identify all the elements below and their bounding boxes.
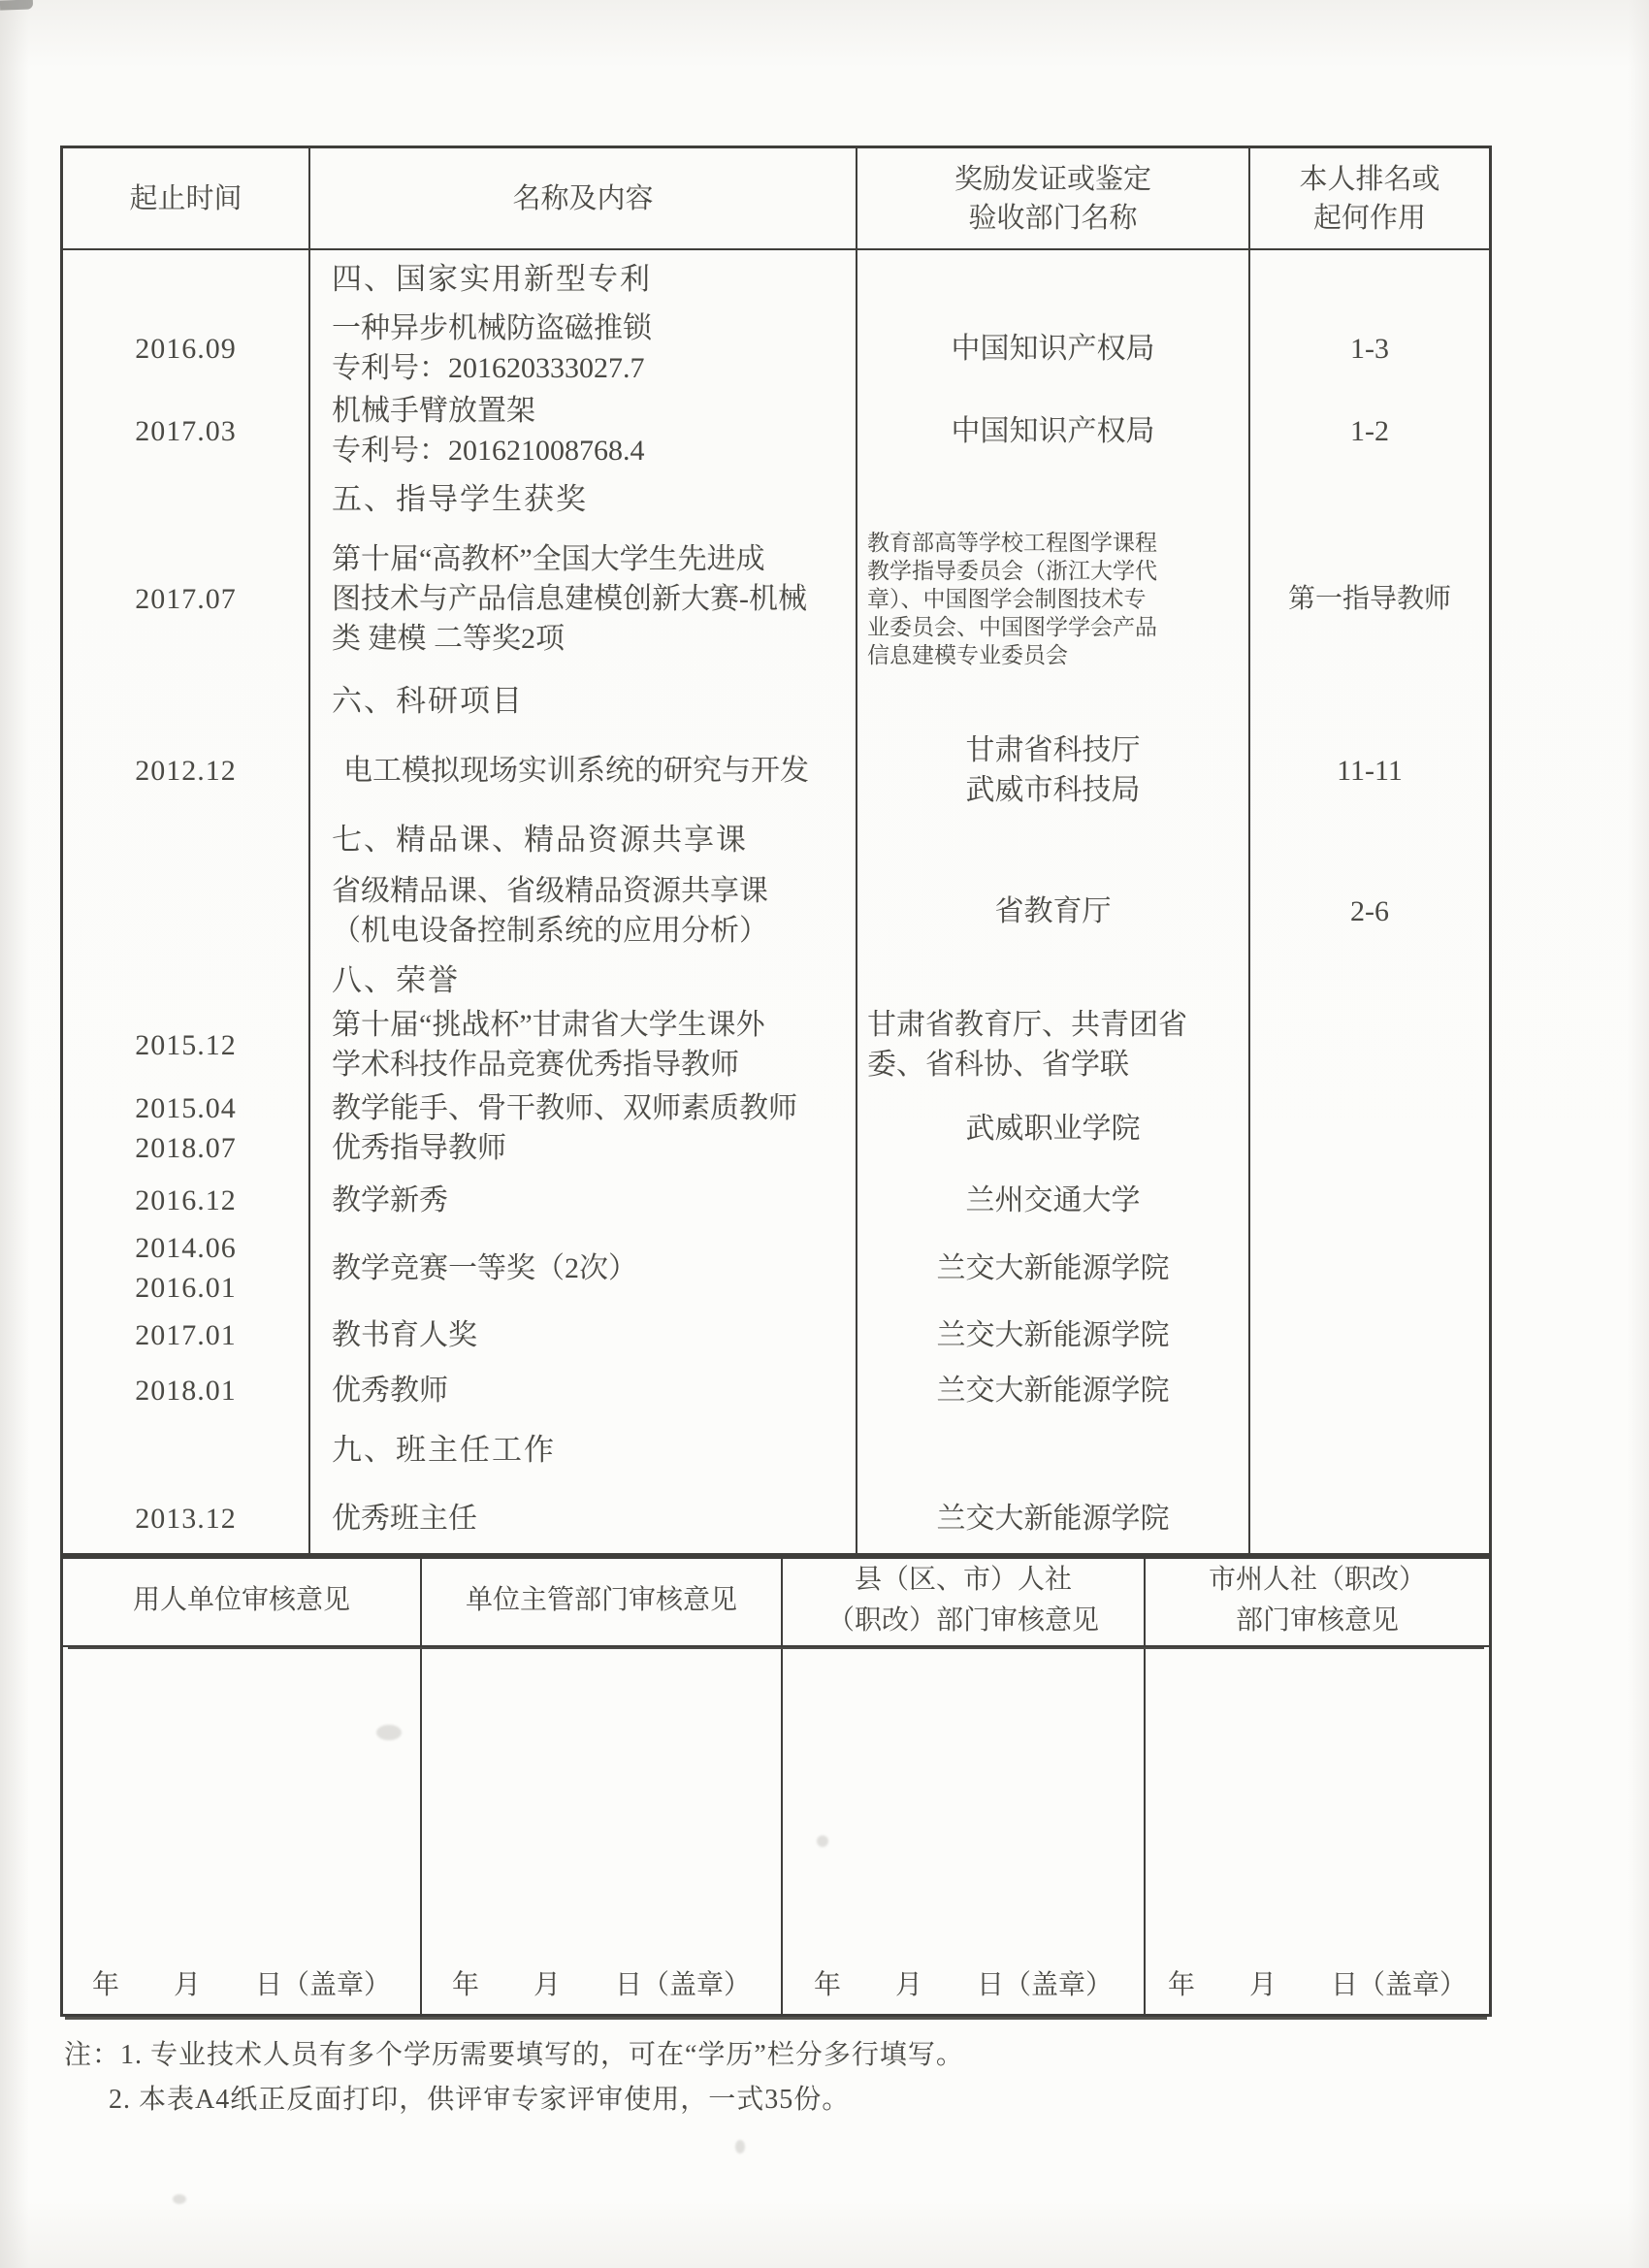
content-line: 省级精品课、省级精品资源共享课 <box>332 875 768 907</box>
content-line: （机电设备控制系统的应用分析） <box>332 915 768 947</box>
content-cell <box>310 526 857 671</box>
header-label-line2: 部门审核意见 <box>1235 1605 1399 1636</box>
signature-cell-city-hr <box>1146 1647 1489 2014</box>
date-cell <box>63 250 310 307</box>
header-label-line1: 奖励发证或鉴定 <box>954 163 1151 195</box>
entry-row <box>63 1362 1489 1418</box>
role-cell <box>1250 1172 1489 1228</box>
achievements-table-header-row <box>63 148 1489 250</box>
entry-row <box>63 1480 1489 1556</box>
content-line: 专利号：201621008768.4 <box>332 435 645 467</box>
review-opinion-table <box>60 1553 1492 2017</box>
department-line: 教学指导委员会（浙江大学代 <box>867 558 1157 583</box>
date-cell <box>63 729 310 811</box>
header-label: 单位主管部门审核意见 <box>465 1585 737 1615</box>
content-line: 教学竞赛一等奖（2次） <box>332 1251 637 1284</box>
content-line: 学术科技作品竞赛优秀指导教师 <box>332 1049 739 1081</box>
department-line: 甘肃省教育厅、共青团省 <box>867 1009 1187 1041</box>
section-row <box>63 1418 1489 1480</box>
department-line: 业委员会、中国图学学会产品 <box>867 614 1157 639</box>
department-cell <box>857 1308 1250 1362</box>
content-cell <box>310 307 857 390</box>
header-label: 名称及内容 <box>512 182 654 214</box>
date-text: 2017.01 <box>135 1318 237 1351</box>
section-title <box>310 1418 857 1480</box>
signature-cell-county-hr <box>783 1647 1146 2014</box>
content-line: 图技术与产品信息建模创新大赛-机械 <box>332 582 807 615</box>
date-stamp-line: 年 月 日（盖章） <box>1167 1970 1467 2000</box>
section-title-text: 七、精品课、精品资源共享课 <box>332 822 748 857</box>
date-text: 2016.12 <box>135 1183 237 1216</box>
signature-cell-supervisor-dept <box>422 1647 783 2014</box>
date-text: 2018.07 <box>135 1132 237 1164</box>
review-table-body-row <box>63 1647 1489 2014</box>
content-cell <box>310 867 857 955</box>
role-cell <box>1250 1308 1489 1362</box>
content-cell <box>310 1228 857 1308</box>
header-label-line1: 县（区、市）人社 <box>854 1565 1072 1595</box>
date-cell <box>63 1418 310 1480</box>
department-text: 兰交大新能源学院 <box>936 1251 1170 1284</box>
date-cell <box>63 1005 310 1085</box>
content-cell <box>310 1362 857 1418</box>
content-line: 教学新秀 <box>332 1183 448 1216</box>
department-text: 兰州交通大学 <box>965 1183 1141 1216</box>
scan-smudge <box>817 1835 828 1847</box>
date-text: 2016.09 <box>135 332 237 365</box>
department-cell <box>857 867 1250 955</box>
department-cell <box>857 471 1250 526</box>
department-cell <box>857 526 1250 671</box>
scan-corner-artifact <box>0 0 33 11</box>
department-line: 委、省科协、省学联 <box>867 1049 1129 1081</box>
department-line: 甘肃省科技厅 <box>965 734 1141 766</box>
department-cell <box>857 250 1250 307</box>
role-cell <box>1250 729 1489 811</box>
header-label: 用人单位审核意见 <box>132 1585 350 1615</box>
department-text: 兰交大新能源学院 <box>936 1502 1170 1535</box>
role-cell <box>1250 867 1489 955</box>
section-row <box>63 471 1489 526</box>
date-text: 2018.01 <box>135 1374 237 1407</box>
date-cell <box>63 307 310 390</box>
header-cell-time <box>63 148 310 248</box>
content-cell <box>310 1172 857 1228</box>
content-line: 优秀教师 <box>332 1374 448 1407</box>
entry-row <box>63 867 1489 955</box>
section-title <box>310 671 857 729</box>
date-cell <box>63 1480 310 1556</box>
role-cell <box>1250 250 1489 307</box>
section-title <box>310 250 857 307</box>
entry-row <box>63 1085 1489 1172</box>
date-stamp-line: 年 月 日（盖章） <box>91 1970 391 2000</box>
section-title <box>310 955 857 1005</box>
role-text: 1-2 <box>1350 414 1389 447</box>
content-cell <box>310 1308 857 1362</box>
content-cell <box>310 1005 857 1085</box>
department-cell <box>857 1172 1250 1228</box>
date-cell <box>63 1172 310 1228</box>
content-line: 电工模拟现场实训系统的研究与开发 <box>343 754 809 787</box>
role-text: 第一指导教师 <box>1287 583 1451 614</box>
header-cell-county-hr-review <box>783 1556 1146 1645</box>
content-cell <box>310 729 857 811</box>
header-label-line2: 验收部门名称 <box>968 202 1138 234</box>
department-cell <box>857 1228 1250 1308</box>
date-stamp-line: 年 月 日（盖章） <box>451 1970 751 2000</box>
department-text: 中国知识产权局 <box>951 414 1155 447</box>
scan-smudge <box>173 2194 186 2204</box>
section-title-text: 四、国家实用新型专利 <box>332 261 652 296</box>
entry-row <box>63 307 1489 390</box>
date-cell <box>63 1308 310 1362</box>
department-text: 中国知识产权局 <box>951 332 1155 365</box>
department-text: 兰交大新能源学院 <box>936 1318 1170 1351</box>
entry-row <box>63 1308 1489 1362</box>
content-line: 优秀班主任 <box>332 1502 477 1535</box>
entry-row <box>63 1005 1489 1085</box>
department-line: 信息建模专业委员会 <box>867 642 1068 667</box>
role-text: 1-3 <box>1350 332 1389 365</box>
date-cell <box>63 1362 310 1418</box>
content-cell <box>310 1480 857 1556</box>
review-table-header-row <box>63 1556 1489 1647</box>
achievements-table <box>60 146 1492 1559</box>
header-label-line2: 起何作用 <box>1312 202 1426 234</box>
role-text: 2-6 <box>1350 894 1389 927</box>
date-cell <box>63 811 310 867</box>
header-cell-name-content <box>310 148 857 248</box>
date-cell <box>63 1228 310 1308</box>
department-cell <box>857 1362 1250 1418</box>
signature-cell-employer <box>63 1647 422 2014</box>
department-line: 章）、中国图学会制图技术专 <box>867 586 1147 611</box>
section-row <box>63 811 1489 867</box>
date-text: 2015.04 <box>135 1092 237 1124</box>
date-stamp-line: 年 月 日（盖章） <box>813 1970 1113 2000</box>
department-cell <box>857 811 1250 867</box>
entry-row <box>63 390 1489 471</box>
header-cell-ranking <box>1250 148 1489 248</box>
department-text: 兰交大新能源学院 <box>936 1374 1170 1407</box>
role-cell <box>1250 1480 1489 1556</box>
department-cell <box>857 729 1250 811</box>
section-title-text: 九、班主任工作 <box>332 1432 556 1467</box>
header-label-line1: 本人排名或 <box>1299 163 1440 195</box>
footnote-line-2: 2. 本表A4纸正反面打印，供评审专家评审使用，一式35份。 <box>109 2085 851 2115</box>
content-line: 教书育人奖 <box>332 1318 477 1351</box>
date-cell <box>63 867 310 955</box>
content-line: 专利号：201620333027.7 <box>332 352 645 384</box>
section-title-text: 五、指导学生获奖 <box>332 481 588 516</box>
entry-row <box>63 1228 1489 1308</box>
role-cell <box>1250 1362 1489 1418</box>
footnote-line-1: 注：1. 专业技术人员有多个学历需要填写的，可在“学历”栏分多行填写。 <box>64 2040 964 2070</box>
section-row <box>63 671 1489 729</box>
department-cell <box>857 1085 1250 1172</box>
date-cell <box>63 526 310 671</box>
date-text: 2012.12 <box>135 754 237 787</box>
role-cell <box>1250 1228 1489 1308</box>
header-cell-employer-review <box>63 1556 422 1645</box>
role-cell <box>1250 955 1489 1005</box>
header-cell-supervisor-dept-review <box>422 1556 783 1645</box>
role-cell <box>1250 526 1489 671</box>
content-line: 机械手臂放置架 <box>332 395 535 427</box>
section-title <box>310 811 857 867</box>
content-line: 第十届“高教杯”全国大学生先进成 <box>332 542 765 575</box>
date-text: 2017.03 <box>135 414 237 447</box>
role-cell <box>1250 1005 1489 1085</box>
date-cell <box>63 671 310 729</box>
content-line: 类 建模 二等奖2项 <box>332 622 565 655</box>
content-line: 第十届“挑战杯”甘肃省大学生课外 <box>332 1009 765 1041</box>
date-text: 2017.07 <box>135 582 237 615</box>
entry-row <box>63 729 1489 811</box>
department-cell <box>857 671 1250 729</box>
entry-row <box>63 526 1489 671</box>
department-cell <box>857 390 1250 471</box>
role-cell <box>1250 307 1489 390</box>
department-line: 教育部高等学校工程图学课程 <box>867 530 1157 555</box>
scan-smudge <box>376 1725 402 1740</box>
date-text: 2014.06 <box>135 1232 237 1264</box>
date-cell <box>63 955 310 1005</box>
footnotes <box>64 2033 1325 2122</box>
date-cell <box>63 390 310 471</box>
role-cell <box>1250 811 1489 867</box>
content-cell <box>310 1085 857 1172</box>
role-cell <box>1250 471 1489 526</box>
date-cell <box>63 471 310 526</box>
header-cell-department <box>857 148 1250 248</box>
role-cell <box>1250 390 1489 471</box>
entry-row <box>63 1172 1489 1228</box>
header-label-line1: 市州人社（职改） <box>1208 1565 1426 1595</box>
content-line: 教学能手、骨干教师、双师素质教师 <box>332 1092 797 1124</box>
section-row <box>63 955 1489 1005</box>
role-cell <box>1250 1085 1489 1172</box>
header-cell-city-hr-review <box>1146 1556 1489 1645</box>
department-text: 武威职业学院 <box>965 1112 1141 1145</box>
section-title-text: 六、科研项目 <box>332 683 524 718</box>
role-cell <box>1250 671 1489 729</box>
department-text: 省教育厅 <box>994 894 1112 927</box>
date-text: 2016.01 <box>135 1272 237 1304</box>
section-row <box>63 250 1489 307</box>
date-text: 2013.12 <box>135 1502 237 1535</box>
department-cell <box>857 1418 1250 1480</box>
content-line: 优秀指导教师 <box>332 1132 506 1164</box>
department-cell <box>857 307 1250 390</box>
section-title <box>310 471 857 526</box>
department-line: 武威市科技局 <box>965 774 1141 806</box>
content-line: 一种异步机械防盗磁推锁 <box>332 312 652 344</box>
role-text: 11-11 <box>1337 754 1403 787</box>
header-label-line2: （职改）部门审核意见 <box>826 1605 1099 1636</box>
role-cell <box>1250 1418 1489 1480</box>
date-text: 2015.12 <box>135 1028 237 1061</box>
section-title-text: 八、荣誉 <box>332 962 460 997</box>
content-cell <box>310 390 857 471</box>
department-cell <box>857 1005 1250 1085</box>
date-cell <box>63 1085 310 1172</box>
department-cell <box>857 1480 1250 1556</box>
scan-smudge <box>735 2140 745 2154</box>
department-cell <box>857 955 1250 1005</box>
header-label: 起止时间 <box>129 182 242 214</box>
